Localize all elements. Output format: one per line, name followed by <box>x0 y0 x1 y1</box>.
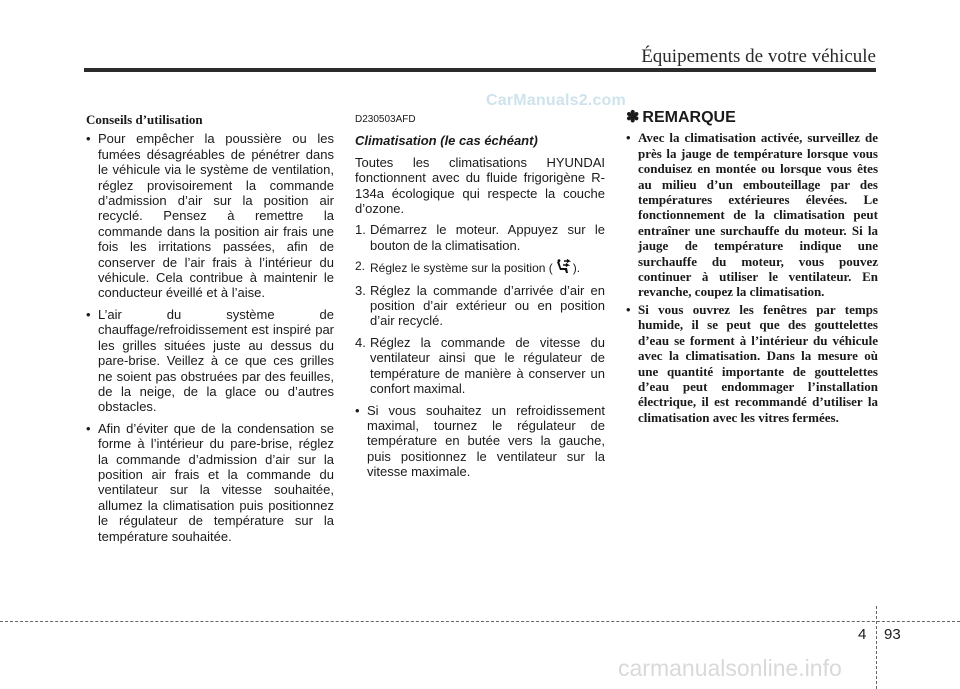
step-text: Réglez la commande d’arrivée d’air en position d’air extérieur ou en position d’air recyclé. <box>370 282 605 329</box>
usage-tip-2: • L’air du système de chauffage/refroidissement est inspiré par les grilles situées juste au dessus du pare-brise. Veillez à ce que ces grilles ne soient pas obstruées par des feuilles, de la neige, de la glace ou d’autres obstacles. <box>86 307 334 415</box>
step-number: 4. <box>355 334 366 350</box>
air-conditioning-subheading: Climatisation (le cas échéant) <box>355 133 538 149</box>
site-watermark: carmanualsonline.info <box>618 655 842 681</box>
footer-dashed-rule <box>0 621 960 622</box>
right-column <box>626 109 878 427</box>
middle-column <box>355 112 605 486</box>
chapter-number: 4 <box>858 626 867 643</box>
seat-airflow-icon <box>555 259 571 275</box>
ac-step-3 <box>355 283 605 329</box>
carmanuals-watermark: CarManuals2.com <box>486 92 626 109</box>
step-text: Démarrez le moteur. Appuyez sur le bouton de la climatisation. <box>370 222 605 253</box>
footer-page-divider <box>876 606 877 689</box>
usage-tips-heading: Conseils d’utilisation <box>86 112 203 127</box>
remark-star-icon: ✽ <box>626 109 640 126</box>
step-number: 2. <box>355 259 366 274</box>
step-number: 3. <box>355 282 366 298</box>
usage-tip-3: • Afin d’éviter que de la condensation se forme à l’intérieur du pare-brise, réglez la commande d’admission d’air sur la position air frais et la commande du ventilateur sur la vitesse souhaitée, allumez la climatisation puis positionnez le régulateur de température sur la température souhaitée. <box>86 421 334 544</box>
ac-step-4 <box>355 335 605 397</box>
ac-tip-list <box>355 403 605 480</box>
page-header-title: Équipements de votre véhicule <box>641 46 876 67</box>
section-code: D230503AFD <box>355 114 416 125</box>
step-text-before: Réglez le système sur la position ( <box>370 261 553 276</box>
step-text: Réglez la commande de vitesse du ventilateur ainsi que le régulateur de température de manière à conserver un confort maximal. <box>370 334 605 397</box>
ac-step-1 <box>355 222 605 253</box>
usage-tips-list <box>86 131 334 544</box>
remark-item-2: • Si vous ouvrez les fenêtres par temps humide, il se peut que des gouttelettes d’eau se forment à l’intérieur du véhicule avec la climatisation. Dans la mesure où une quantité importante de gouttelettes d’eau peut endommager l’installation électrique, il est recommandé d’utiliser la climatisation avec les vitres fermées. <box>626 302 878 425</box>
ac-max-cooling-tip: • Si vous souhaitez un refroidissement maximal, tournez le régulateur de température en butée vers la gauche, puis positionnez le ventilateur sur la vitesse maximale. <box>355 403 605 480</box>
ac-steps-list <box>355 222 605 396</box>
usage-tip-1: • Pour empêcher la poussière ou les fumées désagréables de pénétrer dans le véhicule via le système de ventilation, réglez provisoirement la commande d’admission d’air sur la position air recyclé. Pensez à remettre la commande dans la position air frais une fois les irritations passées, afin de conserver de l’air frais à l’intérieur du véhicule. Cela contribue à maintenir le conducteur éveillé et à l’aise. <box>86 131 334 300</box>
step-text-after: ). <box>572 261 581 276</box>
ac-step-2 <box>355 259 605 276</box>
step-number: 1. <box>355 222 366 238</box>
remark-list <box>626 130 878 425</box>
page-number: 93 <box>884 626 901 643</box>
remark-heading <box>626 110 878 125</box>
remark-item-1: • Avec la climatisation activée, surveillez de près la jauge de température lorsque vous conduisez en montée ou lorsque vous êtes au milieu d’un embouteillage par des températures extérieures élevées. Le fonctionnement de la climatisation peut entraîner une surchauffe du moteur. Si la jauge de température indique une surchauffe du moteur, vous pouvez continuer à utiliser le ventilateur. En revanche, coupez la climatisation. <box>626 130 878 299</box>
air-conditioning-intro: Toutes les climatisations HYUNDAI fonctionnent avec du fluide frigorigène R-134a écologique qui respecte la couche d’ozone. <box>355 154 605 217</box>
header-rule <box>84 68 876 72</box>
remark-title: REMARQUE <box>642 109 736 126</box>
left-column <box>86 112 334 550</box>
